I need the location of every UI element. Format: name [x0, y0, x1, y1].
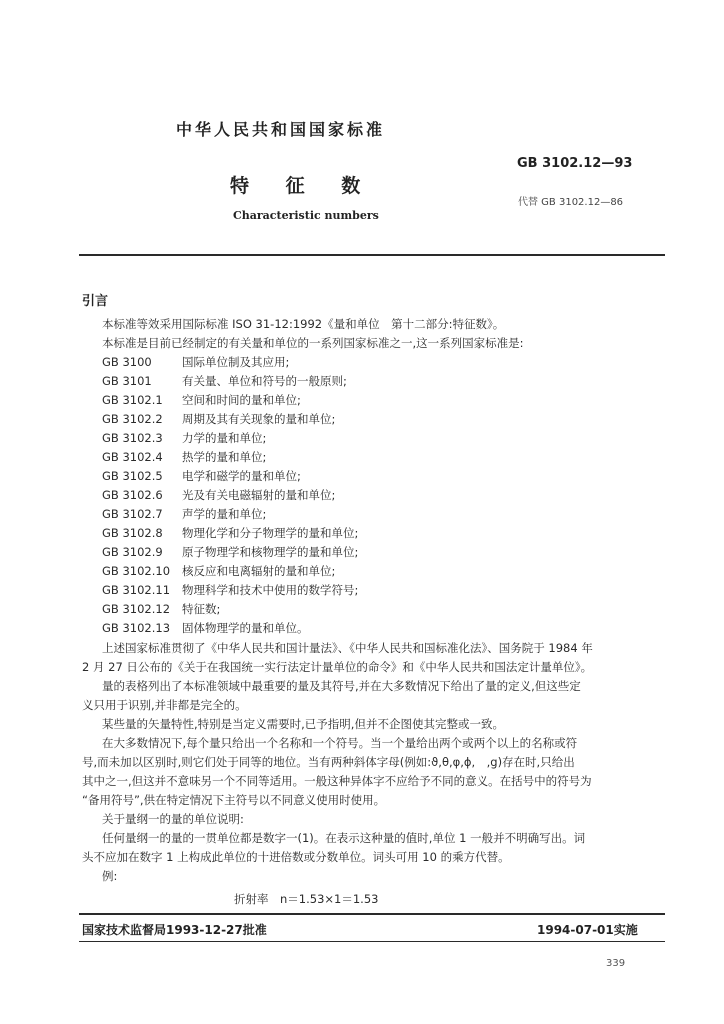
intro-paragraph: 义只用于识别,并非都是完全的。 — [82, 698, 247, 712]
intro-paragraph: 号,而未加以区别时,则它们处于同等的地位。当有两种斜体字母(例如:ϑ,θ,φ,ϕ, ,g)存在时,只给出 — [82, 755, 575, 769]
document-title: 特 征 数 — [230, 175, 361, 197]
intro-paragraph: 关于量纲一的量的单位说明: — [102, 812, 244, 826]
list-item — [102, 411, 335, 427]
list-item — [102, 582, 358, 598]
standard-item-name: 力学的量和单位; — [182, 431, 267, 445]
standard-item-name: 有关量、单位和符号的一般原则; — [182, 374, 347, 388]
standard-item-name: 空间和时间的量和单位; — [182, 393, 301, 407]
intro-paragraph: 上述国家标准贯彻了《中华人民共和国计量法》、《中华人民共和国标准化法》、国务院于 1984 年 — [102, 641, 593, 655]
list-item — [102, 544, 358, 560]
example-label: 例: — [102, 869, 118, 883]
intro-paragraph: 头不应加在数字 1 上构成此单位的十进倍数或分数单位。词头可用 10 的乘方代替。 — [82, 850, 510, 864]
example-formula: 折射率 n＝1.53×1＝1.53 — [234, 892, 379, 906]
footer-divider — [79, 913, 665, 915]
page-number: 339 — [606, 958, 626, 969]
bottom-divider — [79, 941, 665, 942]
standard-item-name: 电学和磁学的量和单位; — [182, 469, 301, 483]
list-item — [102, 468, 301, 484]
intro-paragraph: 本标准等效采用国际标准 ISO 31-12:1992《量和单位 第十二部分:特征数》。 — [102, 317, 505, 331]
standard-item-name: 声学的量和单位; — [182, 507, 267, 521]
list-item — [102, 392, 301, 408]
list-item — [102, 430, 266, 446]
replaces-note: 代替 GB 3102.12—86 — [518, 197, 624, 208]
document-title-english: Characteristic numbers — [233, 209, 379, 222]
standard-item-name: 热学的量和单位; — [182, 450, 267, 464]
standard-item-code: GB 3102.12 — [102, 602, 171, 616]
intro-paragraph: 本标准是目前已经制定的有关量和单位的一系列国家标准之一,这一系列国家标准是: — [102, 336, 524, 350]
standard-item-name: 原子物理学和核物理学的量和单位; — [182, 545, 359, 559]
standard-code: GB 3102.12—93 — [517, 156, 633, 171]
list-item — [102, 563, 335, 579]
standard-item-code: GB 3101 — [102, 374, 152, 388]
implementation-date: 1994-07-01实施 — [537, 923, 638, 937]
list-item — [102, 620, 309, 636]
standard-item-code: GB 3102.9 — [102, 545, 163, 559]
standard-item-code: GB 3102.4 — [102, 450, 163, 464]
standard-item-code: GB 3100 — [102, 355, 152, 369]
standard-item-name: 物理化学和分子物理学的量和单位; — [182, 526, 359, 540]
intro-paragraph: 其中之一,但这并不意味另一个不同等适用。一般这种异体字不应给予不同的意义。在括号中的符号为 — [82, 774, 592, 788]
approval-date: 国家技术监督局1993-12-27批准 — [82, 923, 267, 937]
list-item — [102, 601, 220, 617]
list-item — [102, 525, 358, 541]
standard-item-code: GB 3102.10 — [102, 564, 171, 578]
list-item — [102, 354, 289, 370]
standard-item-code: GB 3102.8 — [102, 526, 163, 540]
standard-item-name: 光及有关电磁辐射的量和单位; — [182, 488, 336, 502]
issuing-organization: 中华人民共和国国家标准 — [176, 120, 386, 139]
list-item — [102, 449, 266, 465]
standard-item-name: 核反应和电离辐射的量和单位; — [182, 564, 336, 578]
intro-paragraph: “备用符号”,供在特定情况下主符号以不同意义使用时使用。 — [82, 793, 386, 807]
standard-item-code: GB 3102.13 — [102, 621, 171, 635]
intro-heading: 引言 — [82, 294, 109, 309]
standard-item-name: 特征数; — [182, 602, 221, 616]
intro-paragraph: 在大多数情况下,每个量只给出一个名称和一个符号。当一个量给出两个或两个以上的名称或符 — [102, 736, 578, 750]
standard-item-code: GB 3102.7 — [102, 507, 163, 521]
header-divider — [79, 254, 665, 256]
intro-paragraph: 某些量的矢量特性,特别是当定义需要时,已予指明,但并不企图使其完整或一致。 — [102, 717, 504, 731]
intro-paragraph: 量的表格列出了本标准领域中最重要的量及其符号,并在大多数情况下给出了量的定义,但这些定 — [102, 679, 581, 693]
list-item — [102, 506, 266, 522]
standard-item-name: 物理科学和技术中使用的数学符号; — [182, 583, 359, 597]
standard-item-code: GB 3102.1 — [102, 393, 163, 407]
intro-paragraph: 2 月 27 日公布的《关于在我国统一实行法定计量单位的命令》和《中华人民共和国法定计量单位》。 — [82, 660, 593, 674]
standard-item-code: GB 3102.5 — [102, 469, 163, 483]
list-item — [102, 373, 347, 389]
intro-paragraph: 任何量纲一的量的一贯单位都是数字一(1)。在表示这种量的值时,单位 1 一般并不明确写出。词 — [102, 831, 586, 845]
standard-item-name: 固体物理学的量和单位。 — [182, 621, 309, 635]
standard-item-code: GB 3102.6 — [102, 488, 163, 502]
list-item — [102, 487, 335, 503]
standard-item-name: 周期及其有关现象的量和单位; — [182, 412, 336, 426]
standard-item-code: GB 3102.11 — [102, 583, 171, 597]
standard-item-code: GB 3102.3 — [102, 431, 163, 445]
standard-item-name: 国际单位制及其应用; — [182, 355, 290, 369]
standard-item-code: GB 3102.2 — [102, 412, 163, 426]
